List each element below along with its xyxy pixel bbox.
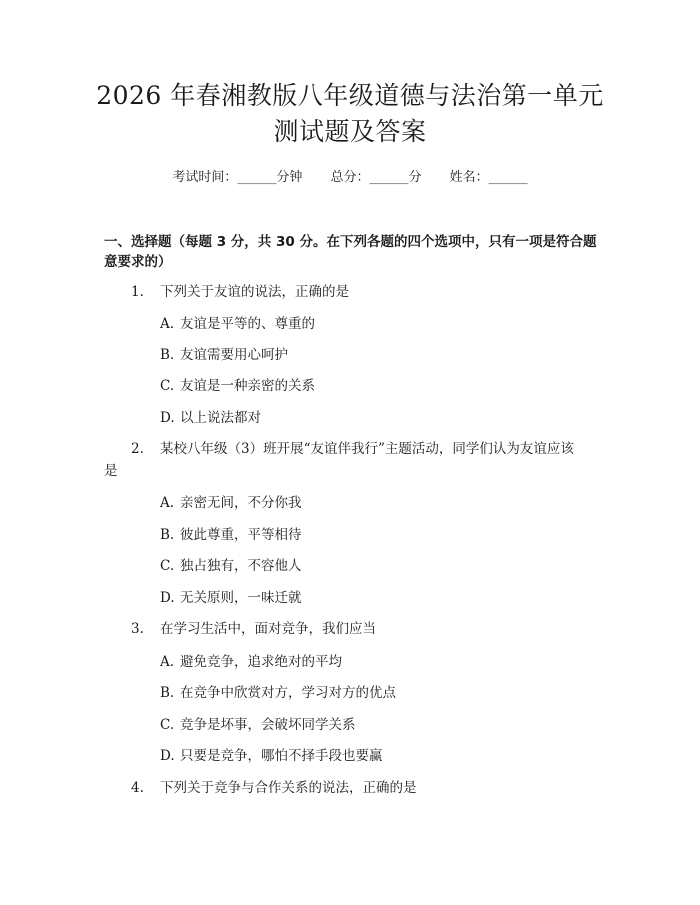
title-line-1: 2026 年春湘教版八年级道德与法治第一单元 [96, 81, 604, 110]
question-stem-line-2: 是 [104, 463, 118, 479]
name-field [450, 168, 528, 188]
exam-time-field [172, 168, 302, 188]
title-line-2: 测试题及答案 [273, 117, 427, 146]
question-2 [131, 439, 601, 460]
option-2b[interactable] [160, 525, 302, 545]
question-stem-line-1: 某校八年级（3）班开展“友谊伴我行”主题活动，同学们认为友谊应该 [160, 441, 574, 457]
option-3c[interactable] [160, 715, 356, 735]
option-text: 友谊需要用心呵护 [180, 347, 288, 363]
option-text: 友谊是一种亲密的关系 [180, 378, 315, 394]
option-text: 以上说法都对 [180, 410, 261, 426]
total-score-blank: ______分 [369, 170, 422, 185]
option-text: 独占独有，不容他人 [180, 558, 302, 574]
total-score-label: 总分： [330, 170, 370, 185]
question-number: 1. [131, 284, 144, 300]
option-text: 竞争是坏事，会破坏同学关系 [180, 717, 356, 733]
option-1c[interactable] [160, 376, 315, 396]
option-3a[interactable] [160, 652, 342, 672]
option-letter: C. [160, 378, 175, 394]
question-number: 2. [131, 441, 144, 457]
option-letter: D. [160, 410, 175, 426]
total-score-field [330, 168, 421, 188]
question-number: 4. [131, 780, 144, 796]
option-letter: C. [160, 558, 175, 574]
option-text: 无关原则，一味迁就 [180, 590, 302, 606]
option-1d[interactable] [160, 408, 261, 428]
option-letter: A. [160, 654, 175, 670]
option-letter: B. [160, 685, 175, 701]
question-stem: 下列关于友谊的说法，正确的是 [160, 284, 349, 300]
question-number: 3. [131, 621, 144, 637]
question-stem: 在学习生活中，面对竞争，我们应当 [160, 621, 376, 637]
option-text: 只要是竞争，哪怕不择手段也要赢 [180, 748, 383, 764]
option-letter: C. [160, 717, 175, 733]
option-letter: D. [160, 748, 175, 764]
exam-time-label: 考试时间： [172, 170, 238, 185]
option-text: 亲密无间，不分你我 [180, 495, 302, 511]
name-label: 姓名： [449, 170, 489, 185]
question-3 [131, 619, 601, 640]
option-1a[interactable] [160, 314, 315, 334]
option-letter: A. [160, 316, 175, 332]
option-text: 避免竞争，追求绝对的平均 [180, 654, 342, 670]
question-stem: 下列关于竞争与合作关系的说法，正确的是 [160, 780, 417, 796]
option-text: 在竞争中欣赏对方，学习对方的优点 [180, 685, 396, 701]
option-letter: B. [160, 527, 175, 543]
question-1 [131, 282, 601, 303]
option-1b[interactable] [160, 345, 288, 365]
option-2d[interactable] [160, 588, 302, 608]
document-title [60, 78, 640, 150]
exam-time-blank: ______分钟 [237, 170, 303, 185]
name-blank: ______ [488, 170, 528, 185]
option-letter: A. [160, 495, 175, 511]
option-letter: D. [160, 590, 175, 606]
option-2a[interactable] [160, 493, 302, 513]
exam-info-row [0, 168, 700, 188]
option-letter: B. [160, 347, 175, 363]
question-2-continuation [104, 461, 118, 482]
option-2c[interactable] [160, 556, 302, 576]
question-4 [131, 778, 601, 799]
option-text: 友谊是平等的、尊重的 [180, 316, 315, 332]
option-3d[interactable] [160, 746, 383, 766]
section-heading: 一、选择题（每题 3 分，共 30 分。在下列各题的四个选项中，只有一项是符合题意要求的） [104, 234, 597, 270]
option-3b[interactable] [160, 683, 396, 703]
option-text: 彼此尊重，平等相待 [180, 527, 302, 543]
